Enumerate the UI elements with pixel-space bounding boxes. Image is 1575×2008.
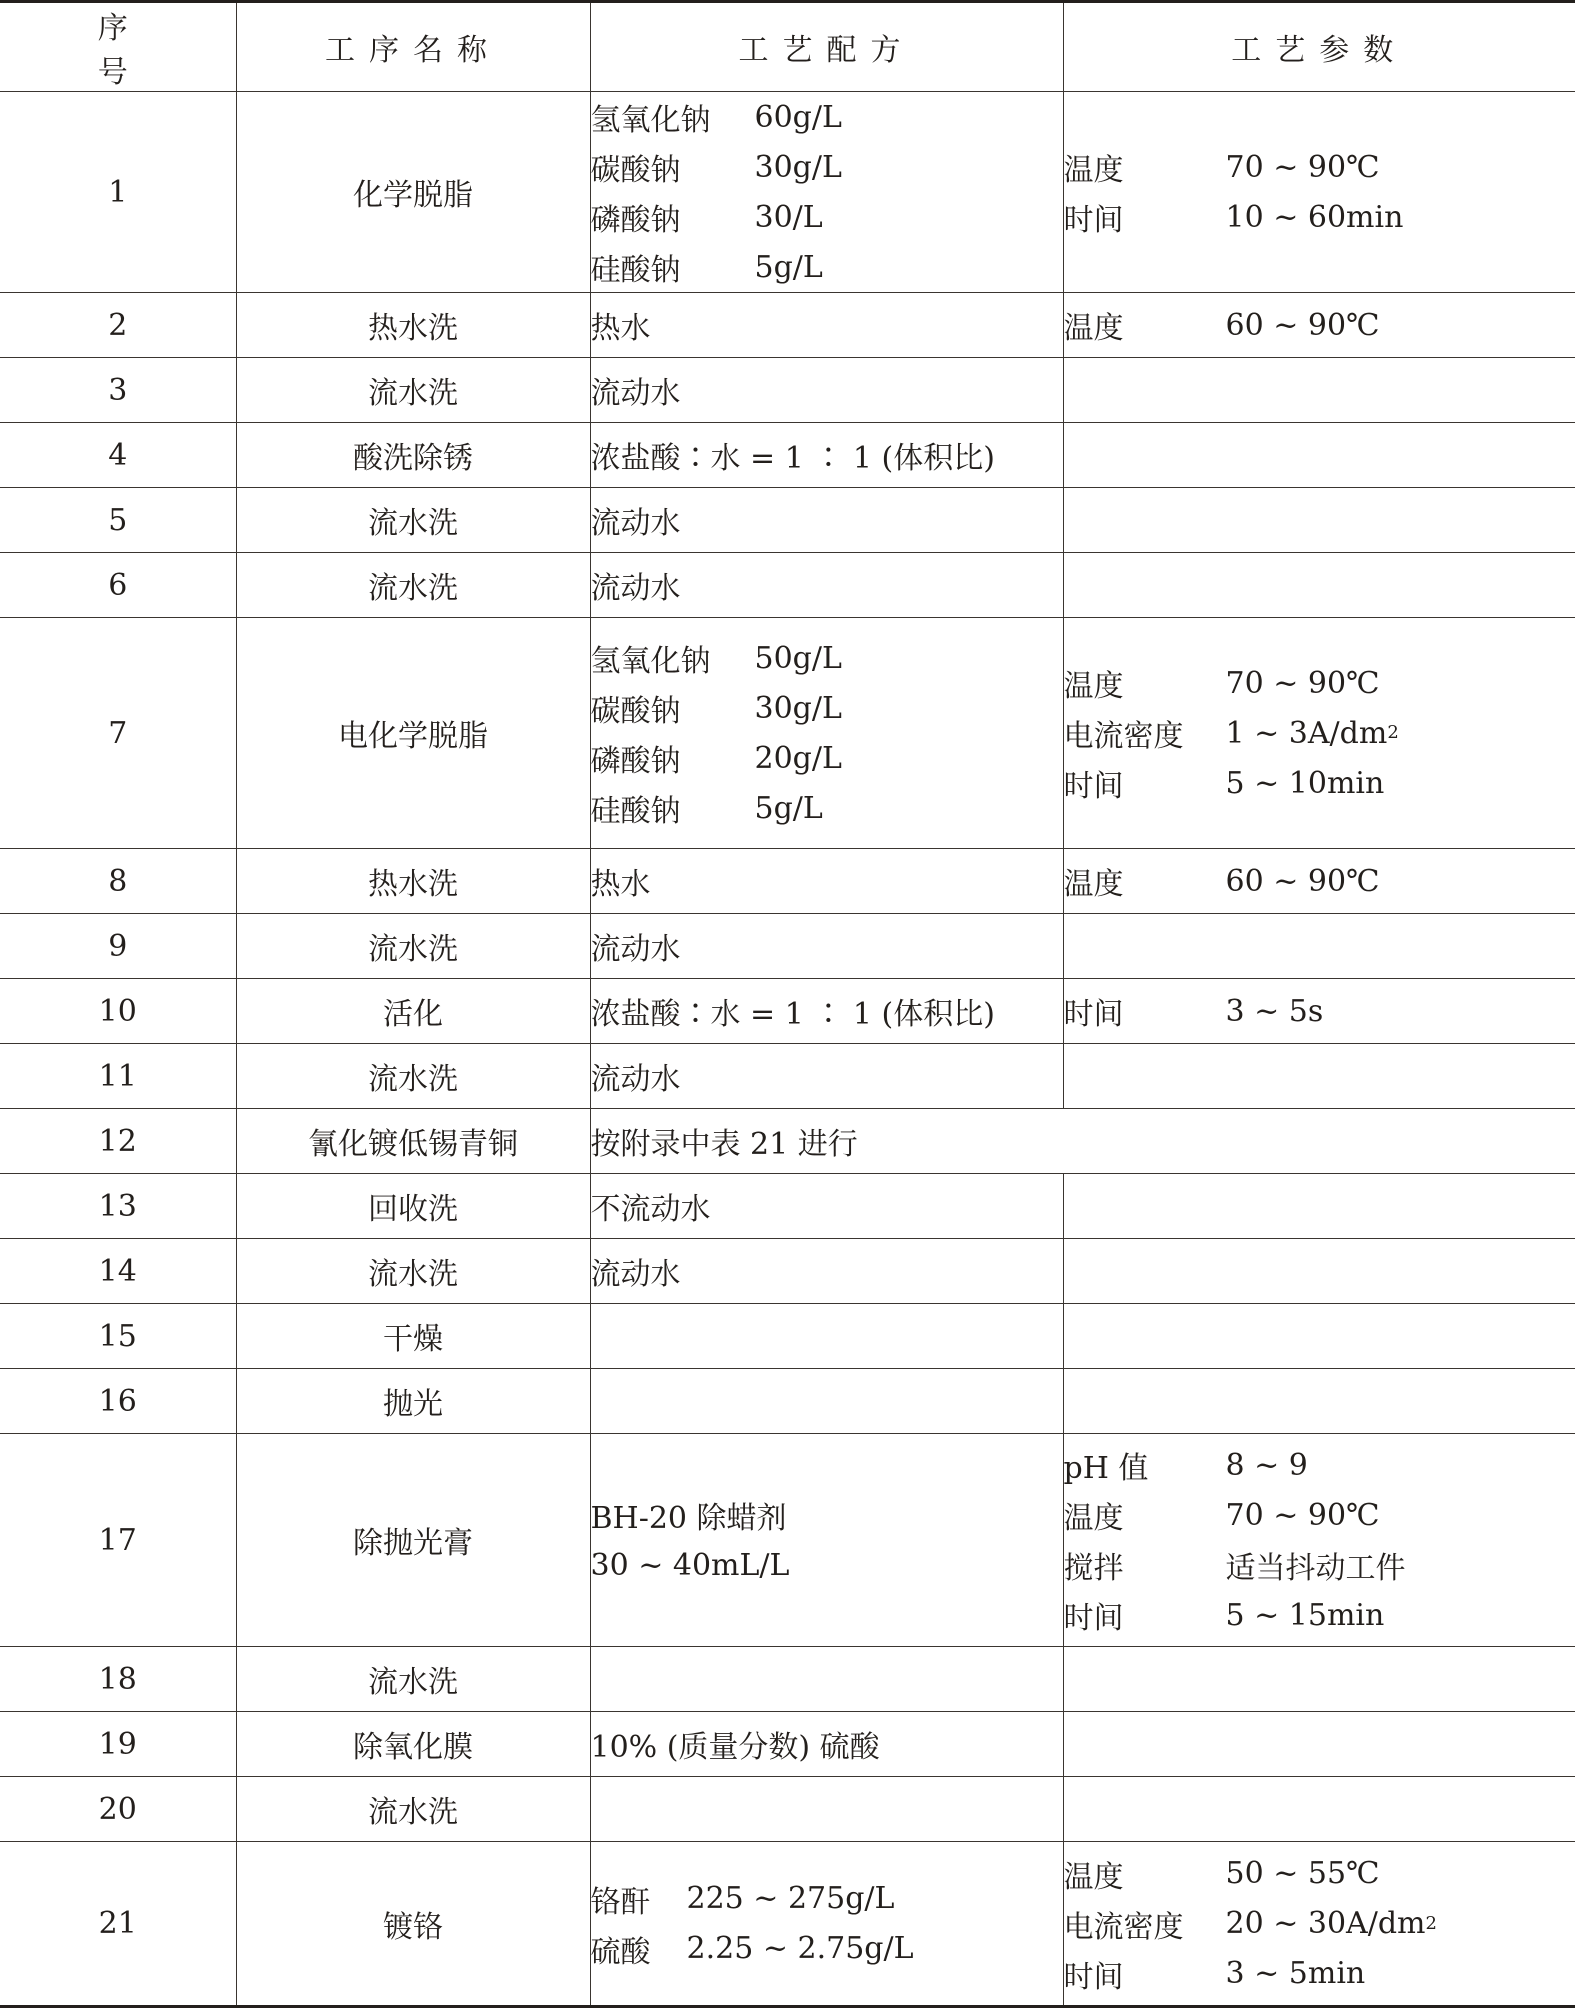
formula-component: 硅酸钠 [590,794,681,829]
param-value: 10 ~ 60min [1225,199,1404,235]
param-value: 适当抖动工件 [1225,1551,1406,1586]
step-formula: 按附录中表 21 进行 [590,1109,1575,1174]
param-value: 3 ~ 5s [1225,993,1324,1029]
param-line: 电流密度 1 ~ 3A/dm 2 [1064,708,1575,758]
table-row [0,914,1575,979]
table-row [0,553,1575,618]
formula-line [591,1490,1063,1540]
formula-line [591,1924,1063,1974]
step-formula: 浓盐酸∶水 = 1 ∶ 1 (体积比) [590,979,1063,1044]
step-params [1063,1647,1575,1712]
table-body [0,92,1575,2007]
step-formula: 流动水 [590,1239,1063,1304]
step-name: 活化 [236,979,590,1044]
param-name: 电流密度 [1063,1909,1184,1945]
formula-component: 碳酸钠 [590,694,681,729]
step-params [1063,1239,1575,1304]
step-formula [590,1777,1063,1842]
table-row [0,293,1575,358]
param-name: 温度 [1063,311,1124,346]
param-line [1064,1490,1575,1540]
table-row [0,1174,1575,1239]
param-name: pH 值 [1063,1451,1149,1486]
param-line [1064,1849,1575,1899]
table-row [0,1712,1575,1777]
step-params [1063,1842,1575,2007]
step-number: 13 [0,1174,236,1239]
step-formula: 流动水 [590,553,1063,618]
formula-amount: 225 ~ 275g/L [686,1881,895,1916]
table-row [0,423,1575,488]
param-name: 温度 [1063,1501,1124,1536]
step-number: 18 [0,1647,236,1712]
param-value: 5 ~ 10min [1225,765,1385,801]
step-number: 4 [0,423,236,488]
formula-amount: 20g/L [754,740,842,776]
table-row [0,1434,1575,1647]
step-name: 流水洗 [236,1777,590,1842]
table-row [0,849,1575,914]
step-number: 15 [0,1304,236,1369]
step-name: 流水洗 [236,1239,590,1304]
step-number: 19 [0,1712,236,1777]
step-formula [590,1647,1063,1712]
step-name: 干燥 [236,1304,590,1369]
param-name: 时间 [1063,769,1124,804]
formula-line [591,1874,1063,1924]
step-formula: 流动水 [590,488,1063,553]
param-name: 时间 [1063,1601,1124,1636]
table-row [0,618,1575,849]
formula-line [591,633,1063,683]
formula-component: 铬酐 [590,1884,651,1920]
step-formula: 流动水 [590,914,1063,979]
formula-component: 氢氧化钠 [590,103,711,138]
table-row [0,488,1575,553]
step-name: 抛光 [236,1369,590,1434]
step-params [1063,1777,1575,1842]
step-params [1063,1044,1575,1109]
param-line [1064,1590,1575,1640]
header-formula: 工艺配方 [590,2,1063,92]
step-formula: 浓盐酸∶水 = 1 ∶ 1 (体积比) [590,423,1063,488]
formula-amount: 2.25 ~ 2.75g/L [686,1931,914,1966]
step-name: 流水洗 [236,1044,590,1109]
param-line [1064,142,1575,192]
formula-component: 硅酸钠 [590,253,681,288]
step-number: 16 [0,1369,236,1434]
step-number: 10 [0,979,236,1044]
param-name: 时间 [1063,203,1124,238]
param-name: 电流密度 [1063,719,1184,754]
param-name: 温度 [1063,669,1124,704]
param-line [1064,856,1575,906]
step-formula: 流动水 [590,1044,1063,1109]
param-value: 1 ~ 3A/dm [1225,715,1388,751]
step-name: 流水洗 [236,553,590,618]
step-params [1063,1712,1575,1777]
param-line [1064,300,1575,350]
formula-line [591,242,1063,292]
step-number: 5 [0,488,236,553]
table-row [0,1109,1575,1174]
param-value: 60 ~ 90℃ [1225,863,1380,899]
step-formula: 热水 [590,293,1063,358]
step-number: 6 [0,553,236,618]
step-number: 20 [0,1777,236,1842]
step-formula [590,1434,1063,1647]
step-name: 热水洗 [236,849,590,914]
formula-component: 氢氧化钠 [590,644,711,679]
step-name: 除氧化膜 [236,1712,590,1777]
table-row [0,1647,1575,1712]
header-seq: 序号 [0,2,236,92]
formula-component: 碳酸钠 [590,153,681,188]
step-name: 酸洗除锈 [236,423,590,488]
step-params [1063,979,1575,1044]
table-row [0,1842,1575,2007]
param-value: 70 ~ 90℃ [1225,665,1380,701]
formula-amount: 60g/L [754,99,842,135]
step-name: 流水洗 [236,358,590,423]
param-value: 5 ~ 15min [1225,1597,1385,1633]
formula-amount: 30g/L [754,149,842,185]
step-params [1063,488,1575,553]
step-params [1063,1369,1575,1434]
table-row [0,1304,1575,1369]
formula-amount: 30/L [754,199,823,235]
param-line [1064,658,1575,708]
formula-line [591,733,1063,783]
step-name: 热水洗 [236,293,590,358]
step-number: 11 [0,1044,236,1109]
param-name: 时间 [1063,997,1124,1032]
step-params [1063,914,1575,979]
step-formula: 不流动水 [590,1174,1063,1239]
step-params [1063,849,1575,914]
step-name: 除抛光膏 [236,1434,590,1647]
formula-component: 硫酸 [590,1934,651,1970]
step-number: 14 [0,1239,236,1304]
step-name: 氰化镀低锡青铜 [236,1109,590,1174]
step-params [1063,358,1575,423]
formula-line [591,142,1063,192]
step-name: 流水洗 [236,914,590,979]
formula-line [591,783,1063,833]
step-formula: 10% (质量分数) 硫酸 [590,1712,1063,1777]
step-number: 2 [0,293,236,358]
header-params: 工艺参数 [1063,2,1575,92]
param-value: 60 ~ 90℃ [1225,307,1380,343]
param-name: 温度 [1063,153,1124,188]
param-name: 温度 [1063,867,1124,902]
step-number: 21 [0,1842,236,2007]
param-line: 电流密度 20 ~ 30A/dm 2 [1064,1899,1575,1949]
formula-amount: 5g/L [754,249,823,285]
table-row [0,1044,1575,1109]
table-row [0,1239,1575,1304]
formula-line [591,92,1063,142]
step-formula [590,1369,1063,1434]
step-formula [590,92,1063,293]
param-line [1064,1440,1575,1490]
param-line [1064,1540,1575,1590]
formula-text: BH-20 除蜡剂 [590,1501,787,1536]
param-line [1064,192,1575,242]
step-number: 9 [0,914,236,979]
step-number: 8 [0,849,236,914]
param-line [1064,758,1575,808]
step-params [1063,1434,1575,1647]
step-number: 1 [0,92,236,293]
param-name: 时间 [1063,1959,1124,1995]
formula-amount: 50g/L [754,640,842,676]
param-value: 3 ~ 5min [1225,1956,1366,1991]
step-params [1063,423,1575,488]
table-row [0,92,1575,293]
step-formula: 热水 [590,849,1063,914]
step-name: 回收洗 [236,1174,590,1239]
step-number: 17 [0,1434,236,1647]
formula-line [591,683,1063,733]
param-line [1064,1949,1575,1999]
step-number: 3 [0,358,236,423]
param-line [1064,986,1575,1036]
header-step-name: 工序名称 [236,2,590,92]
table-row [0,1369,1575,1434]
step-params [1063,1174,1575,1239]
step-params [1063,618,1575,849]
step-formula: 流动水 [590,358,1063,423]
table-header-row [0,2,1575,92]
step-name: 电化学脱脂 [236,618,590,849]
step-formula [590,1304,1063,1369]
table-row [0,1777,1575,1842]
step-name: 流水洗 [236,1647,590,1712]
table-row [0,358,1575,423]
step-params [1063,293,1575,358]
table-row [0,979,1575,1044]
formula-line [591,1540,1063,1590]
formula-line [591,192,1063,242]
step-params [1063,553,1575,618]
step-name: 镀铬 [236,1842,590,2007]
param-value: 70 ~ 90℃ [1225,149,1380,185]
formula-amount: 5g/L [754,790,823,826]
param-name: 搅拌 [1063,1551,1124,1586]
step-params [1063,92,1575,293]
param-name: 温度 [1063,1859,1124,1895]
param-value: 70 ~ 90℃ [1225,1497,1380,1533]
formula-component: 磷酸钠 [590,744,681,779]
formula-text: 30 ~ 40mL/L [590,1547,790,1583]
param-value: 20 ~ 30A/dm [1225,1906,1426,1941]
step-params [1063,1304,1575,1369]
step-formula [590,1842,1063,2007]
step-formula [590,618,1063,849]
formula-amount: 30g/L [754,690,842,726]
param-value: 50 ~ 55℃ [1225,1856,1380,1891]
step-name: 化学脱脂 [236,92,590,293]
step-name: 流水洗 [236,488,590,553]
step-number: 7 [0,618,236,849]
step-number: 12 [0,1109,236,1174]
param-value: 8 ~ 9 [1225,1447,1308,1483]
formula-component: 磷酸钠 [590,203,681,238]
